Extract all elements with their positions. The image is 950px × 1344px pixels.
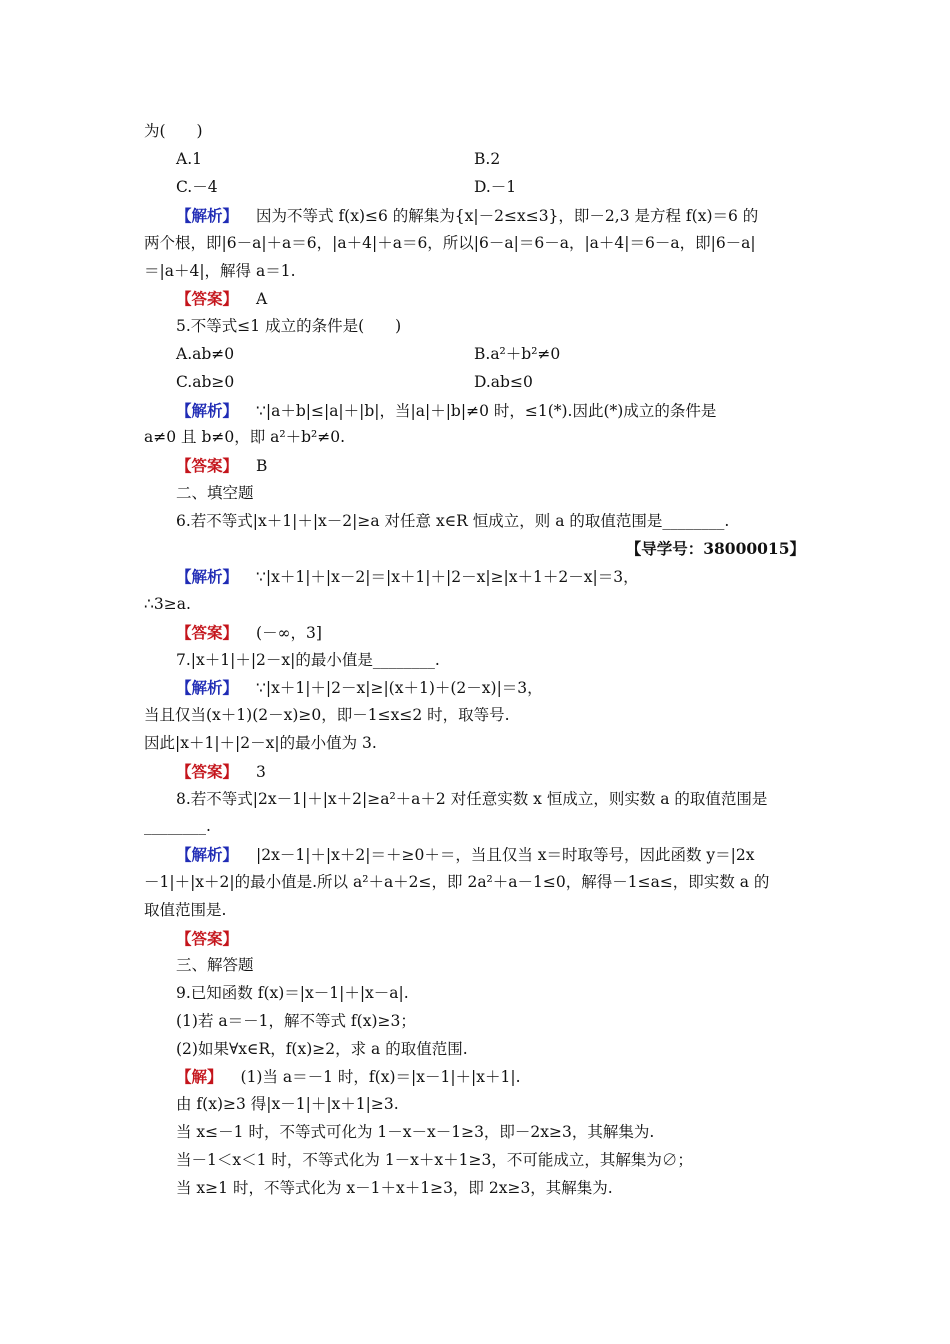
option-a: A.1 [176, 150, 202, 168]
analysis-row [176, 202, 758, 231]
answer-row [176, 758, 266, 787]
text-line: 因为不等式 f(x)≤6 的解集为{x|－2≤x≤3}，即－2,3 是方程 f(x)＝6 的 [256, 207, 759, 225]
option-c: C.ab≥0 [176, 373, 235, 391]
option-c: C.－4 [176, 178, 218, 196]
text-line: 因此|x＋1|＋|2－x|的最小值为 3. [144, 734, 377, 752]
solution-row [176, 1063, 521, 1092]
analysis-tag: 【解析】 [176, 206, 239, 225]
text-line: 当 x≥1 时，不等式化为 x－1＋x＋1≥3，即 2x≥3，其解集为. [176, 1179, 613, 1197]
option-b: B.a²＋b²≠0 [474, 345, 561, 363]
question-7: 7.|x＋1|＋|2－x|的最小值是________. [176, 651, 440, 669]
text-line: ∵|x＋1|＋|2－x|≥|(x＋1)＋(2－x)|＝3， [256, 679, 543, 697]
option-d: D.－1 [474, 178, 517, 196]
text-line: a≠0 且 b≠0，即 a²＋b²≠0. [144, 428, 346, 446]
analysis-tag: 【解析】 [176, 567, 239, 586]
question-6: 6.若不等式|x＋1|＋|x－2|≥a 对任意 x∈R 恒成立，则 a 的取值范围是________. [176, 512, 730, 530]
answer-value: 3 [256, 763, 266, 781]
answer-value: (－∞，3] [256, 624, 322, 642]
text-line: 当 x≤－1 时，不等式可化为 1－x－x－1≥3，即－2x≥3，其解集为. [176, 1123, 655, 1141]
text-line: |2x－1|＋|x＋2|＝＋≥0＋＝，当且仅当 x＝时取等号，因此函数 y＝|2x [256, 846, 755, 864]
option-a: A.ab≠0 [176, 345, 235, 363]
answer-tag: 【答案】 [176, 456, 239, 475]
analysis-tag: 【解析】 [176, 845, 239, 864]
text-line: (1)当 a＝－1 时，f(x)＝|x－1|＋|x＋1|. [240, 1068, 521, 1086]
question-9: 9.已知函数 f(x)＝|x－1|＋|x－a|. [176, 984, 409, 1002]
question-8: 8.若不等式|2x－1|＋|x＋2|≥a²＋a＋2 对任意实数 x 恒成立，则实数 a 的取值范围是 [176, 790, 768, 808]
analysis-tag: 【解析】 [176, 401, 239, 420]
guide-number: 【导学号：38000015】 [625, 539, 805, 558]
text-line: (2)如果∀x∈R，f(x)≥2，求 a 的取值范围. [176, 1040, 468, 1058]
answer-value: B [256, 457, 268, 475]
analysis-row [176, 674, 543, 703]
answer-row [176, 619, 322, 648]
option-d: D.ab≤0 [474, 373, 533, 391]
section-heading: 三、解答题 [176, 956, 254, 974]
answer-row [176, 285, 267, 314]
answer-tag: 【答案】 [176, 929, 239, 948]
analysis-row [176, 397, 716, 426]
text-line: －1|＋|x＋2|的最小值是.所以 a²＋a＋2≤，即 2a²＋a－1≤0，解得－1≤a≤，即实数 a 的 [144, 873, 770, 891]
text-line: 当－1＜x＜1 时，不等式化为 1－x＋x＋1≥3，不可能成立，其解集为∅； [176, 1151, 693, 1169]
answer-tag: 【答案】 [176, 762, 239, 781]
option-b: B.2 [474, 150, 501, 168]
text-line: 两个根，即|6－a|＋a＝6，|a＋4|＋a＝6，所以|6－a|＝6－a，|a＋4|＝6－a，即|6－a| [144, 234, 756, 252]
text-line: 由 f(x)≥3 得|x－1|＋|x＋1|≥3. [176, 1095, 399, 1113]
question-5: 5.不等式≤1 成立的条件是( ) [176, 317, 402, 335]
text-line: 当且仅当(x＋1)(2－x)≥0，即－1≤x≤2 时，取等号. [144, 706, 510, 724]
text-line: ＝|a＋4|，解得 a＝1. [144, 262, 296, 280]
answer-tag: 【答案】 [176, 623, 239, 642]
answer-tag: 【答案】 [176, 289, 239, 308]
section-heading: 二、填空题 [176, 484, 254, 502]
text-line: ________. [144, 817, 211, 835]
solution-tag: 【解】 [176, 1067, 223, 1086]
text-line: ∴3≥a. [144, 595, 191, 613]
answer-row [176, 925, 238, 954]
answer-value: A [256, 290, 268, 308]
analysis-row [176, 563, 639, 592]
answer-row [176, 452, 267, 481]
text-line: ∵|a＋b|≤|a|＋|b|，当|a|＋|b|≠0 时，≤1(*).因此(*)成立的条件是 [256, 402, 717, 420]
text-line: (1)若 a＝－1，解不等式 f(x)≥3； [176, 1012, 416, 1030]
analysis-row [176, 841, 755, 870]
analysis-tag: 【解析】 [176, 678, 239, 697]
text-line: ∵|x＋1|＋|x－2|＝|x＋1|＋|2－x|≥|x＋1＋2－x|＝3， [256, 568, 639, 586]
text-line: 为( ) [144, 122, 203, 140]
text-line: 取值范围是. [144, 901, 227, 919]
